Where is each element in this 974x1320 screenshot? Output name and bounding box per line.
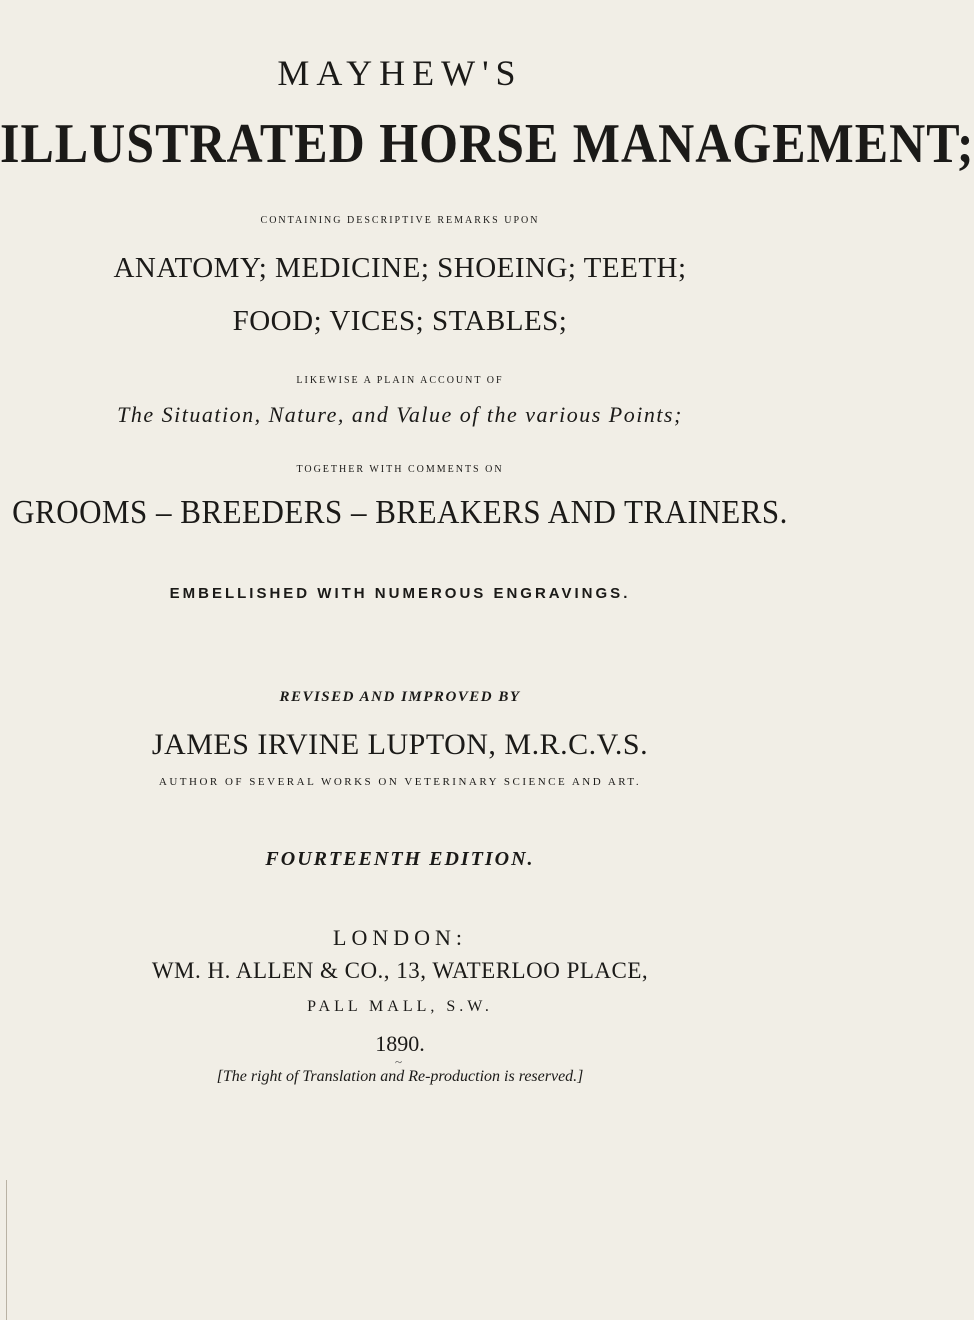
revised-caption: REVISED AND IMPROVED BY [279,689,521,705]
author-heading: MAYHEW'S [277,53,523,93]
publisher-line: WM. H. ALLEN & CO., 13, WATERLOO PLACE, [151,958,649,983]
edition-label: FOURTEENTH EDITION. [265,848,535,870]
page-edge-mark [6,1180,7,1320]
blackletter-line: The Situation, Nature, and Value of the various Points; [117,402,683,427]
topics-line-1: ANATOMY; MEDICINE; SHOEING; TEETH; [113,252,687,284]
likewise-caption: LIKEWISE A PLAIN ACCOUNT OF [296,375,504,386]
together-caption: TOGETHER WITH COMMENTS ON [296,464,504,475]
editor-name: JAMES IRVINE LUPTON, M.R.C.V.S. [151,728,649,761]
embellished-caption: EMBELLISHED WITH NUMEROUS ENGRAVINGS. [169,585,631,602]
grooms-line: GROOMS – BREEDERS – BREAKERS AND TRAINERS. [12,492,788,531]
book-title: ILLUSTRATED HORSE MANAGEMENT; [0,111,974,175]
publisher-address: PALL MALL, S.W. [307,998,493,1015]
ornament-mark: ~ [395,1054,403,1069]
city-label: LONDON: [333,925,467,950]
topics-line-2: FOOD; VICES; STABLES; [232,305,568,337]
editor-description: AUTHOR OF SEVERAL WORKS ON VETERINARY SCIENCE AND ART. [158,776,642,788]
rights-notice: [The right of Translation and Re-production is reserved.] [216,1068,584,1085]
containing-caption: CONTAINING DESCRIPTIVE REMARKS UPON [260,215,540,226]
publication-year: 1890. [375,1031,425,1056]
